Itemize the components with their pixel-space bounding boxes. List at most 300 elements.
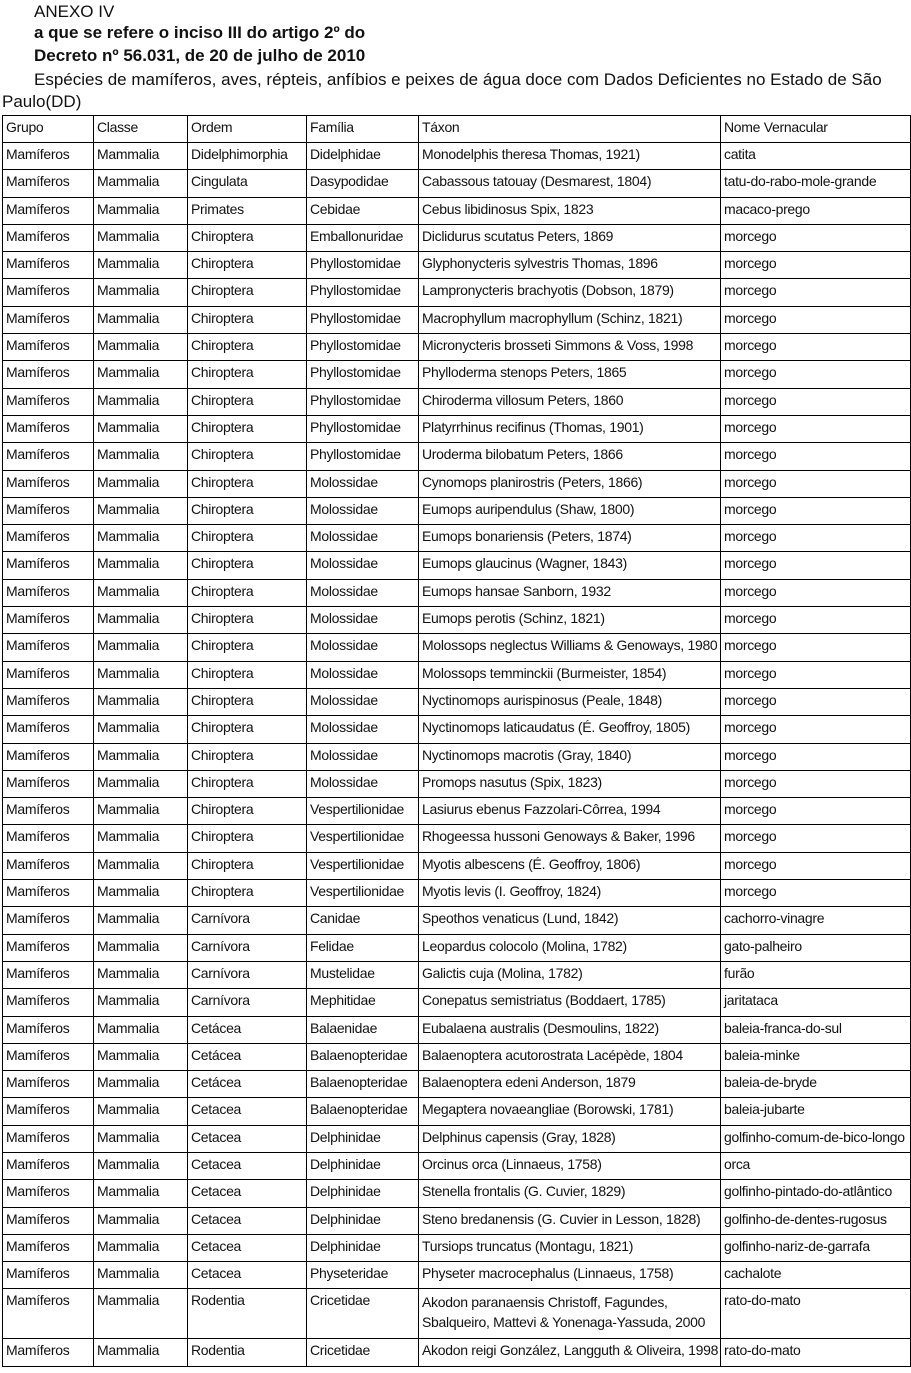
table-row bbox=[3, 607, 911, 634]
cell-taxon: Phylloderma stenops Peters, 1865 bbox=[419, 361, 721, 388]
table-row bbox=[3, 989, 911, 1016]
cell-familia: Molossidae bbox=[307, 579, 419, 606]
cell-nome-vernacular: morcego bbox=[721, 634, 911, 661]
table-row bbox=[3, 961, 911, 988]
cell-ordem: Chiroptera bbox=[188, 825, 307, 852]
annex-label: ANEXO IV bbox=[34, 2, 115, 21]
cell-ordem: Cetácea bbox=[188, 1071, 307, 1098]
cell-grupo: Mamíferos bbox=[3, 934, 94, 961]
cell-nome-vernacular: tatu-do-rabo-mole-grande bbox=[721, 170, 911, 197]
cell-classe: Mammalia bbox=[94, 1289, 188, 1339]
cell-classe: Mammalia bbox=[94, 770, 188, 797]
table-row bbox=[3, 443, 911, 470]
column-header-familia: Família bbox=[307, 116, 419, 143]
cell-classe: Mammalia bbox=[94, 661, 188, 688]
cell-familia: Mustelidae bbox=[307, 961, 419, 988]
cell-taxon: Monodelphis theresa Thomas, 1921) bbox=[419, 143, 721, 170]
cell-grupo: Mamíferos bbox=[3, 1180, 94, 1207]
table-row bbox=[3, 334, 911, 361]
table-row bbox=[3, 1098, 911, 1125]
cell-familia: Vespertilionidae bbox=[307, 880, 419, 907]
cell-taxon: Micronycteris brosseti Simmons & Voss, 1998 bbox=[419, 334, 721, 361]
table-row bbox=[3, 716, 911, 743]
cell-grupo: Mamíferos bbox=[3, 279, 94, 306]
cell-classe: Mammalia bbox=[94, 170, 188, 197]
cell-nome-vernacular: morcego bbox=[721, 880, 911, 907]
cell-ordem: Cetácea bbox=[188, 1043, 307, 1070]
cell-grupo: Mamíferos bbox=[3, 880, 94, 907]
cell-taxon: Uroderma bilobatum Peters, 1866 bbox=[419, 443, 721, 470]
column-header-classe: Classe bbox=[94, 116, 188, 143]
cell-classe: Mammalia bbox=[94, 1152, 188, 1179]
cell-familia: Canidae bbox=[307, 907, 419, 934]
table-row bbox=[3, 224, 911, 251]
table-row bbox=[3, 252, 911, 279]
cell-ordem: Cingulata bbox=[188, 170, 307, 197]
cell-ordem: Chiroptera bbox=[188, 607, 307, 634]
cell-taxon: Myotis albescens (É. Geoffroy, 1806) bbox=[419, 852, 721, 879]
cell-nome-vernacular: morcego bbox=[721, 388, 911, 415]
table-row bbox=[3, 798, 911, 825]
cell-nome-vernacular: macaco-prego bbox=[721, 197, 911, 224]
cell-nome-vernacular: morcego bbox=[721, 798, 911, 825]
cell-nome-vernacular: catita bbox=[721, 143, 911, 170]
cell-familia: Molossidae bbox=[307, 716, 419, 743]
cell-ordem: Chiroptera bbox=[188, 279, 307, 306]
cell-taxon: Lampronycteris brachyotis (Dobson, 1879) bbox=[419, 279, 721, 306]
cell-nome-vernacular: morcego bbox=[721, 825, 911, 852]
cell-familia: Molossidae bbox=[307, 688, 419, 715]
cell-ordem: Chiroptera bbox=[188, 252, 307, 279]
table-body bbox=[3, 143, 911, 1367]
table-row bbox=[3, 1289, 911, 1339]
cell-ordem: Chiroptera bbox=[188, 361, 307, 388]
cell-ordem: Didelphimorphia bbox=[188, 143, 307, 170]
cell-nome-vernacular: morcego bbox=[721, 334, 911, 361]
cell-ordem: Carnívora bbox=[188, 961, 307, 988]
cell-ordem: Chiroptera bbox=[188, 716, 307, 743]
cell-nome-vernacular: golfinho-de-dentes-rugosus bbox=[721, 1207, 911, 1234]
cell-ordem: Cetácea bbox=[188, 1016, 307, 1043]
cell-grupo: Mamíferos bbox=[3, 661, 94, 688]
cell-taxon: Galictis cuja (Molina, 1782) bbox=[419, 961, 721, 988]
cell-taxon: Physeter macrocephalus (Linnaeus, 1758) bbox=[419, 1262, 721, 1289]
cell-grupo: Mamíferos bbox=[3, 252, 94, 279]
cell-taxon: Speothos venaticus (Lund, 1842) bbox=[419, 907, 721, 934]
cell-classe: Mammalia bbox=[94, 334, 188, 361]
cell-nome-vernacular: baleia-de-bryde bbox=[721, 1071, 911, 1098]
table-row bbox=[3, 279, 911, 306]
cell-taxon: Eumops auripendulus (Shaw, 1800) bbox=[419, 497, 721, 524]
cell-nome-vernacular: morcego bbox=[721, 852, 911, 879]
cell-taxon: Conepatus semistriatus (Boddaert, 1785) bbox=[419, 989, 721, 1016]
cell-ordem: Rodentia bbox=[188, 1289, 307, 1339]
cell-familia: Phyllostomidae bbox=[307, 279, 419, 306]
cell-grupo: Mamíferos bbox=[3, 1125, 94, 1152]
cell-taxon: Eumops hansae Sanborn, 1932 bbox=[419, 579, 721, 606]
cell-familia: Delphinidae bbox=[307, 1207, 419, 1234]
cell-nome-vernacular: morcego bbox=[721, 607, 911, 634]
cell-taxon: Cebus libidinosus Spix, 1823 bbox=[419, 197, 721, 224]
cell-ordem: Carnívora bbox=[188, 989, 307, 1016]
cell-grupo: Mamíferos bbox=[3, 443, 94, 470]
column-header-taxon: Táxon bbox=[419, 116, 721, 143]
cell-taxon: Balaenoptera edeni Anderson, 1879 bbox=[419, 1071, 721, 1098]
cell-familia: Molossidae bbox=[307, 552, 419, 579]
cell-nome-vernacular: morcego bbox=[721, 361, 911, 388]
cell-ordem: Cetacea bbox=[188, 1152, 307, 1179]
column-header-nome-vernacular: Nome Vernacular bbox=[721, 116, 911, 143]
cell-classe: Mammalia bbox=[94, 415, 188, 442]
cell-ordem: Chiroptera bbox=[188, 306, 307, 333]
cell-grupo: Mamíferos bbox=[3, 716, 94, 743]
cell-ordem: Cetacea bbox=[188, 1207, 307, 1234]
table-row bbox=[3, 552, 911, 579]
cell-classe: Mammalia bbox=[94, 224, 188, 251]
cell-classe: Mammalia bbox=[94, 279, 188, 306]
cell-ordem: Chiroptera bbox=[188, 497, 307, 524]
cell-classe: Mammalia bbox=[94, 852, 188, 879]
cell-ordem: Chiroptera bbox=[188, 798, 307, 825]
cell-grupo: Mamíferos bbox=[3, 1234, 94, 1261]
cell-taxon: Molossops neglectus Williams & Genoways, 1980 bbox=[419, 634, 721, 661]
cell-nome-vernacular: morcego bbox=[721, 552, 911, 579]
table-caption-continued: Paulo(DD) bbox=[2, 92, 82, 111]
table-row bbox=[3, 934, 911, 961]
cell-nome-vernacular: jaritataca bbox=[721, 989, 911, 1016]
cell-classe: Mammalia bbox=[94, 1262, 188, 1289]
cell-grupo: Mamíferos bbox=[3, 388, 94, 415]
cell-grupo: Mamíferos bbox=[3, 743, 94, 770]
cell-taxon: Eumops glaucinus (Wagner, 1843) bbox=[419, 552, 721, 579]
cell-familia: Vespertilionidae bbox=[307, 825, 419, 852]
table-row bbox=[3, 1180, 911, 1207]
cell-taxon: Megaptera novaeangliae (Borowski, 1781) bbox=[419, 1098, 721, 1125]
cell-nome-vernacular: morcego bbox=[721, 443, 911, 470]
cell-familia: Delphinidae bbox=[307, 1152, 419, 1179]
cell-nome-vernacular: morcego bbox=[721, 279, 911, 306]
cell-grupo: Mamíferos bbox=[3, 1043, 94, 1070]
cell-grupo: Mamíferos bbox=[3, 552, 94, 579]
cell-familia: Balaenopteridae bbox=[307, 1098, 419, 1125]
cell-nome-vernacular: orca bbox=[721, 1152, 911, 1179]
table-row bbox=[3, 170, 911, 197]
cell-ordem: Primates bbox=[188, 197, 307, 224]
cell-nome-vernacular: baleia-minke bbox=[721, 1043, 911, 1070]
cell-nome-vernacular: morcego bbox=[721, 579, 911, 606]
cell-familia: Molossidae bbox=[307, 743, 419, 770]
cell-nome-vernacular: morcego bbox=[721, 688, 911, 715]
cell-grupo: Mamíferos bbox=[3, 579, 94, 606]
cell-familia: Physeteridae bbox=[307, 1262, 419, 1289]
cell-taxon: Glyphonycteris sylvestris Thomas, 1896 bbox=[419, 252, 721, 279]
cell-classe: Mammalia bbox=[94, 579, 188, 606]
cell-taxon: Leopardus colocolo (Molina, 1782) bbox=[419, 934, 721, 961]
cell-classe: Mammalia bbox=[94, 1016, 188, 1043]
table-header-row bbox=[3, 116, 911, 143]
table-row bbox=[3, 661, 911, 688]
cell-classe: Mammalia bbox=[94, 798, 188, 825]
column-header-ordem: Ordem bbox=[188, 116, 307, 143]
cell-ordem: Chiroptera bbox=[188, 552, 307, 579]
cell-familia: Vespertilionidae bbox=[307, 852, 419, 879]
cell-ordem: Chiroptera bbox=[188, 579, 307, 606]
cell-taxon: Orcinus orca (Linnaeus, 1758) bbox=[419, 1152, 721, 1179]
cell-ordem: Chiroptera bbox=[188, 661, 307, 688]
cell-nome-vernacular: morcego bbox=[721, 252, 911, 279]
cell-taxon: Myotis levis (I. Geoffroy, 1824) bbox=[419, 880, 721, 907]
cell-grupo: Mamíferos bbox=[3, 197, 94, 224]
decree-reference: Decreto nº 56.031, de 20 de julho de 2010 bbox=[34, 46, 366, 65]
table-row bbox=[3, 197, 911, 224]
cell-taxon: Macrophyllum macrophyllum (Schinz, 1821) bbox=[419, 306, 721, 333]
cell-ordem: Carnívora bbox=[188, 934, 307, 961]
cell-grupo: Mamíferos bbox=[3, 525, 94, 552]
cell-grupo: Mamíferos bbox=[3, 306, 94, 333]
cell-nome-vernacular: morcego bbox=[721, 470, 911, 497]
cell-grupo: Mamíferos bbox=[3, 1262, 94, 1289]
cell-ordem: Chiroptera bbox=[188, 443, 307, 470]
cell-grupo: Mamíferos bbox=[3, 1339, 94, 1366]
cell-classe: Mammalia bbox=[94, 716, 188, 743]
cell-classe: Mammalia bbox=[94, 525, 188, 552]
cell-familia: Molossidae bbox=[307, 470, 419, 497]
cell-classe: Mammalia bbox=[94, 634, 188, 661]
cell-nome-vernacular: morcego bbox=[721, 306, 911, 333]
table-row bbox=[3, 1071, 911, 1098]
cell-nome-vernacular: golfinho-comum-de-bico-longo bbox=[721, 1125, 911, 1152]
cell-taxon: Nyctinomops macrotis (Gray, 1840) bbox=[419, 743, 721, 770]
column-header-grupo: Grupo bbox=[3, 116, 94, 143]
table-row bbox=[3, 525, 911, 552]
cell-taxon: Stenella frontalis (G. Cuvier, 1829) bbox=[419, 1180, 721, 1207]
table-row bbox=[3, 1016, 911, 1043]
cell-familia: Emballonuridae bbox=[307, 224, 419, 251]
cell-classe: Mammalia bbox=[94, 1071, 188, 1098]
cell-grupo: Mamíferos bbox=[3, 470, 94, 497]
cell-classe: Mammalia bbox=[94, 388, 188, 415]
cell-ordem: Chiroptera bbox=[188, 388, 307, 415]
cell-familia: Mephitidae bbox=[307, 989, 419, 1016]
cell-familia: Phyllostomidae bbox=[307, 361, 419, 388]
cell-taxon: Steno bredanensis (G. Cuvier in Lesson, 1828) bbox=[419, 1207, 721, 1234]
table-row bbox=[3, 770, 911, 797]
table-row bbox=[3, 1043, 911, 1070]
cell-grupo: Mamíferos bbox=[3, 415, 94, 442]
cell-ordem: Chiroptera bbox=[188, 525, 307, 552]
table-row bbox=[3, 415, 911, 442]
cell-classe: Mammalia bbox=[94, 1234, 188, 1261]
cell-nome-vernacular: golfinho-nariz-de-garrafa bbox=[721, 1234, 911, 1261]
cell-nome-vernacular: rato-do-mato bbox=[721, 1339, 911, 1366]
cell-ordem: Chiroptera bbox=[188, 415, 307, 442]
cell-taxon: Cynomops planirostris (Peters, 1866) bbox=[419, 470, 721, 497]
cell-classe: Mammalia bbox=[94, 361, 188, 388]
cell-nome-vernacular: cachalote bbox=[721, 1262, 911, 1289]
cell-classe: Mammalia bbox=[94, 607, 188, 634]
table-row bbox=[3, 880, 911, 907]
cell-grupo: Mamíferos bbox=[3, 1207, 94, 1234]
table-row bbox=[3, 1207, 911, 1234]
cell-taxon: Promops nasutus (Spix, 1823) bbox=[419, 770, 721, 797]
cell-ordem: Cetacea bbox=[188, 1262, 307, 1289]
cell-taxon: Platyrrhinus recifinus (Thomas, 1901) bbox=[419, 415, 721, 442]
table-row bbox=[3, 634, 911, 661]
cell-familia: Molossidae bbox=[307, 661, 419, 688]
cell-familia: Balaenidae bbox=[307, 1016, 419, 1043]
cell-classe: Mammalia bbox=[94, 1125, 188, 1152]
cell-familia: Balaenopteridae bbox=[307, 1071, 419, 1098]
cell-grupo: Mamíferos bbox=[3, 224, 94, 251]
cell-nome-vernacular: furão bbox=[721, 961, 911, 988]
cell-ordem: Chiroptera bbox=[188, 334, 307, 361]
table-row bbox=[3, 825, 911, 852]
cell-classe: Mammalia bbox=[94, 1339, 188, 1366]
cell-classe: Mammalia bbox=[94, 443, 188, 470]
cell-ordem: Chiroptera bbox=[188, 770, 307, 797]
cell-grupo: Mamíferos bbox=[3, 1071, 94, 1098]
cell-classe: Mammalia bbox=[94, 1180, 188, 1207]
cell-familia: Molossidae bbox=[307, 525, 419, 552]
cell-taxon: Balaenoptera acutorostrata Lacépède, 1804 bbox=[419, 1043, 721, 1070]
cell-classe: Mammalia bbox=[94, 934, 188, 961]
cell-familia: Didelphidae bbox=[307, 143, 419, 170]
cell-taxon: Tursiops truncatus (Montagu, 1821) bbox=[419, 1234, 721, 1261]
table-row bbox=[3, 852, 911, 879]
table-row bbox=[3, 1262, 911, 1289]
cell-classe: Mammalia bbox=[94, 1043, 188, 1070]
cell-classe: Mammalia bbox=[94, 552, 188, 579]
cell-nome-vernacular: gato-palheiro bbox=[721, 934, 911, 961]
cell-classe: Mammalia bbox=[94, 688, 188, 715]
cell-grupo: Mamíferos bbox=[3, 143, 94, 170]
cell-nome-vernacular: rato-do-mato bbox=[721, 1289, 911, 1339]
cell-taxon: Akodon reigi González, Langguth & Oliveira, 1998 bbox=[419, 1339, 721, 1366]
cell-ordem: Cetacea bbox=[188, 1125, 307, 1152]
species-table bbox=[2, 115, 911, 1367]
cell-familia: Phyllostomidae bbox=[307, 388, 419, 415]
cell-taxon: Eumops perotis (Schinz, 1821) bbox=[419, 607, 721, 634]
cell-nome-vernacular: morcego bbox=[721, 525, 911, 552]
cell-familia: Molossidae bbox=[307, 770, 419, 797]
cell-nome-vernacular: morcego bbox=[721, 770, 911, 797]
table-row bbox=[3, 688, 911, 715]
cell-classe: Mammalia bbox=[94, 197, 188, 224]
cell-taxon: Rhogeessa hussoni Genoways & Baker, 1996 bbox=[419, 825, 721, 852]
cell-nome-vernacular: morcego bbox=[721, 661, 911, 688]
table-row bbox=[3, 1234, 911, 1261]
cell-nome-vernacular: morcego bbox=[721, 224, 911, 251]
cell-familia: Delphinidae bbox=[307, 1125, 419, 1152]
cell-familia: Molossidae bbox=[307, 607, 419, 634]
cell-nome-vernacular: morcego bbox=[721, 743, 911, 770]
table-row bbox=[3, 1152, 911, 1179]
cell-classe: Mammalia bbox=[94, 143, 188, 170]
cell-taxon: Cabassous tatouay (Desmarest, 1804) bbox=[419, 170, 721, 197]
cell-grupo: Mamíferos bbox=[3, 770, 94, 797]
cell-grupo: Mamíferos bbox=[3, 852, 94, 879]
cell-ordem: Chiroptera bbox=[188, 688, 307, 715]
cell-nome-vernacular: morcego bbox=[721, 415, 911, 442]
cell-classe: Mammalia bbox=[94, 252, 188, 279]
table-row bbox=[3, 743, 911, 770]
cell-familia: Phyllostomidae bbox=[307, 443, 419, 470]
cell-familia: Molossidae bbox=[307, 634, 419, 661]
cell-grupo: Mamíferos bbox=[3, 907, 94, 934]
cell-classe: Mammalia bbox=[94, 497, 188, 524]
cell-classe: Mammalia bbox=[94, 907, 188, 934]
cell-classe: Mammalia bbox=[94, 961, 188, 988]
cell-taxon: Chiroderma villosum Peters, 1860 bbox=[419, 388, 721, 415]
cell-classe: Mammalia bbox=[94, 1207, 188, 1234]
cell-familia: Felidae bbox=[307, 934, 419, 961]
cell-grupo: Mamíferos bbox=[3, 334, 94, 361]
cell-ordem: Rodentia bbox=[188, 1339, 307, 1366]
cell-taxon: Eumops bonariensis (Peters, 1874) bbox=[419, 525, 721, 552]
cell-classe: Mammalia bbox=[94, 880, 188, 907]
cell-nome-vernacular: baleia-jubarte bbox=[721, 1098, 911, 1125]
cell-ordem: Chiroptera bbox=[188, 743, 307, 770]
table-row bbox=[3, 306, 911, 333]
cell-familia: Phyllostomidae bbox=[307, 306, 419, 333]
cell-familia: Phyllostomidae bbox=[307, 252, 419, 279]
cell-grupo: Mamíferos bbox=[3, 361, 94, 388]
cell-classe: Mammalia bbox=[94, 1098, 188, 1125]
cell-ordem: Cetacea bbox=[188, 1098, 307, 1125]
table-row bbox=[3, 907, 911, 934]
cell-classe: Mammalia bbox=[94, 825, 188, 852]
cell-familia: Cricetidae bbox=[307, 1289, 419, 1339]
cell-taxon: Diclidurus scutatus Peters, 1869 bbox=[419, 224, 721, 251]
cell-ordem: Carnívora bbox=[188, 907, 307, 934]
cell-ordem: Chiroptera bbox=[188, 470, 307, 497]
cell-grupo: Mamíferos bbox=[3, 634, 94, 661]
cell-grupo: Mamíferos bbox=[3, 1098, 94, 1125]
table-row bbox=[3, 1339, 911, 1366]
cell-grupo: Mamíferos bbox=[3, 825, 94, 852]
cell-grupo: Mamíferos bbox=[3, 961, 94, 988]
cell-grupo: Mamíferos bbox=[3, 607, 94, 634]
table-row bbox=[3, 361, 911, 388]
cell-ordem: Chiroptera bbox=[188, 224, 307, 251]
cell-ordem: Chiroptera bbox=[188, 634, 307, 661]
cell-classe: Mammalia bbox=[94, 989, 188, 1016]
cell-taxon: Nyctinomops laticaudatus (É. Geoffroy, 1805) bbox=[419, 716, 721, 743]
table-row bbox=[3, 388, 911, 415]
cell-familia: Dasypodidae bbox=[307, 170, 419, 197]
cell-nome-vernacular: baleia-franca-do-sul bbox=[721, 1016, 911, 1043]
cell-ordem: Cetacea bbox=[188, 1180, 307, 1207]
table-row bbox=[3, 1125, 911, 1152]
cell-grupo: Mamíferos bbox=[3, 170, 94, 197]
annex-reference: a que se refere o inciso III do artigo 2º do bbox=[34, 23, 366, 42]
cell-familia: Phyllostomidae bbox=[307, 415, 419, 442]
cell-taxon: Lasiurus ebenus Fazzolari-Côrrea, 1994 bbox=[419, 798, 721, 825]
cell-nome-vernacular: cachorro-vinagre bbox=[721, 907, 911, 934]
cell-taxon: Akodon paranaensis Christoff, Fagundes, Sbalqueiro, Mattevi & Yonenaga-Yassuda, 2000 bbox=[419, 1289, 721, 1339]
cell-grupo: Mamíferos bbox=[3, 1289, 94, 1339]
table-row bbox=[3, 579, 911, 606]
cell-grupo: Mamíferos bbox=[3, 989, 94, 1016]
cell-nome-vernacular: morcego bbox=[721, 497, 911, 524]
cell-ordem: Chiroptera bbox=[188, 852, 307, 879]
cell-taxon: Delphinus capensis (Gray, 1828) bbox=[419, 1125, 721, 1152]
cell-grupo: Mamíferos bbox=[3, 688, 94, 715]
cell-classe: Mammalia bbox=[94, 743, 188, 770]
cell-familia: Cricetidae bbox=[307, 1339, 419, 1366]
table-caption: Espécies de mamíferos, aves, répteis, anfíbios e peixes de água doce com Dados Deficientes no Estado de São bbox=[34, 70, 882, 89]
cell-taxon: Eubalaena australis (Desmoulins, 1822) bbox=[419, 1016, 721, 1043]
